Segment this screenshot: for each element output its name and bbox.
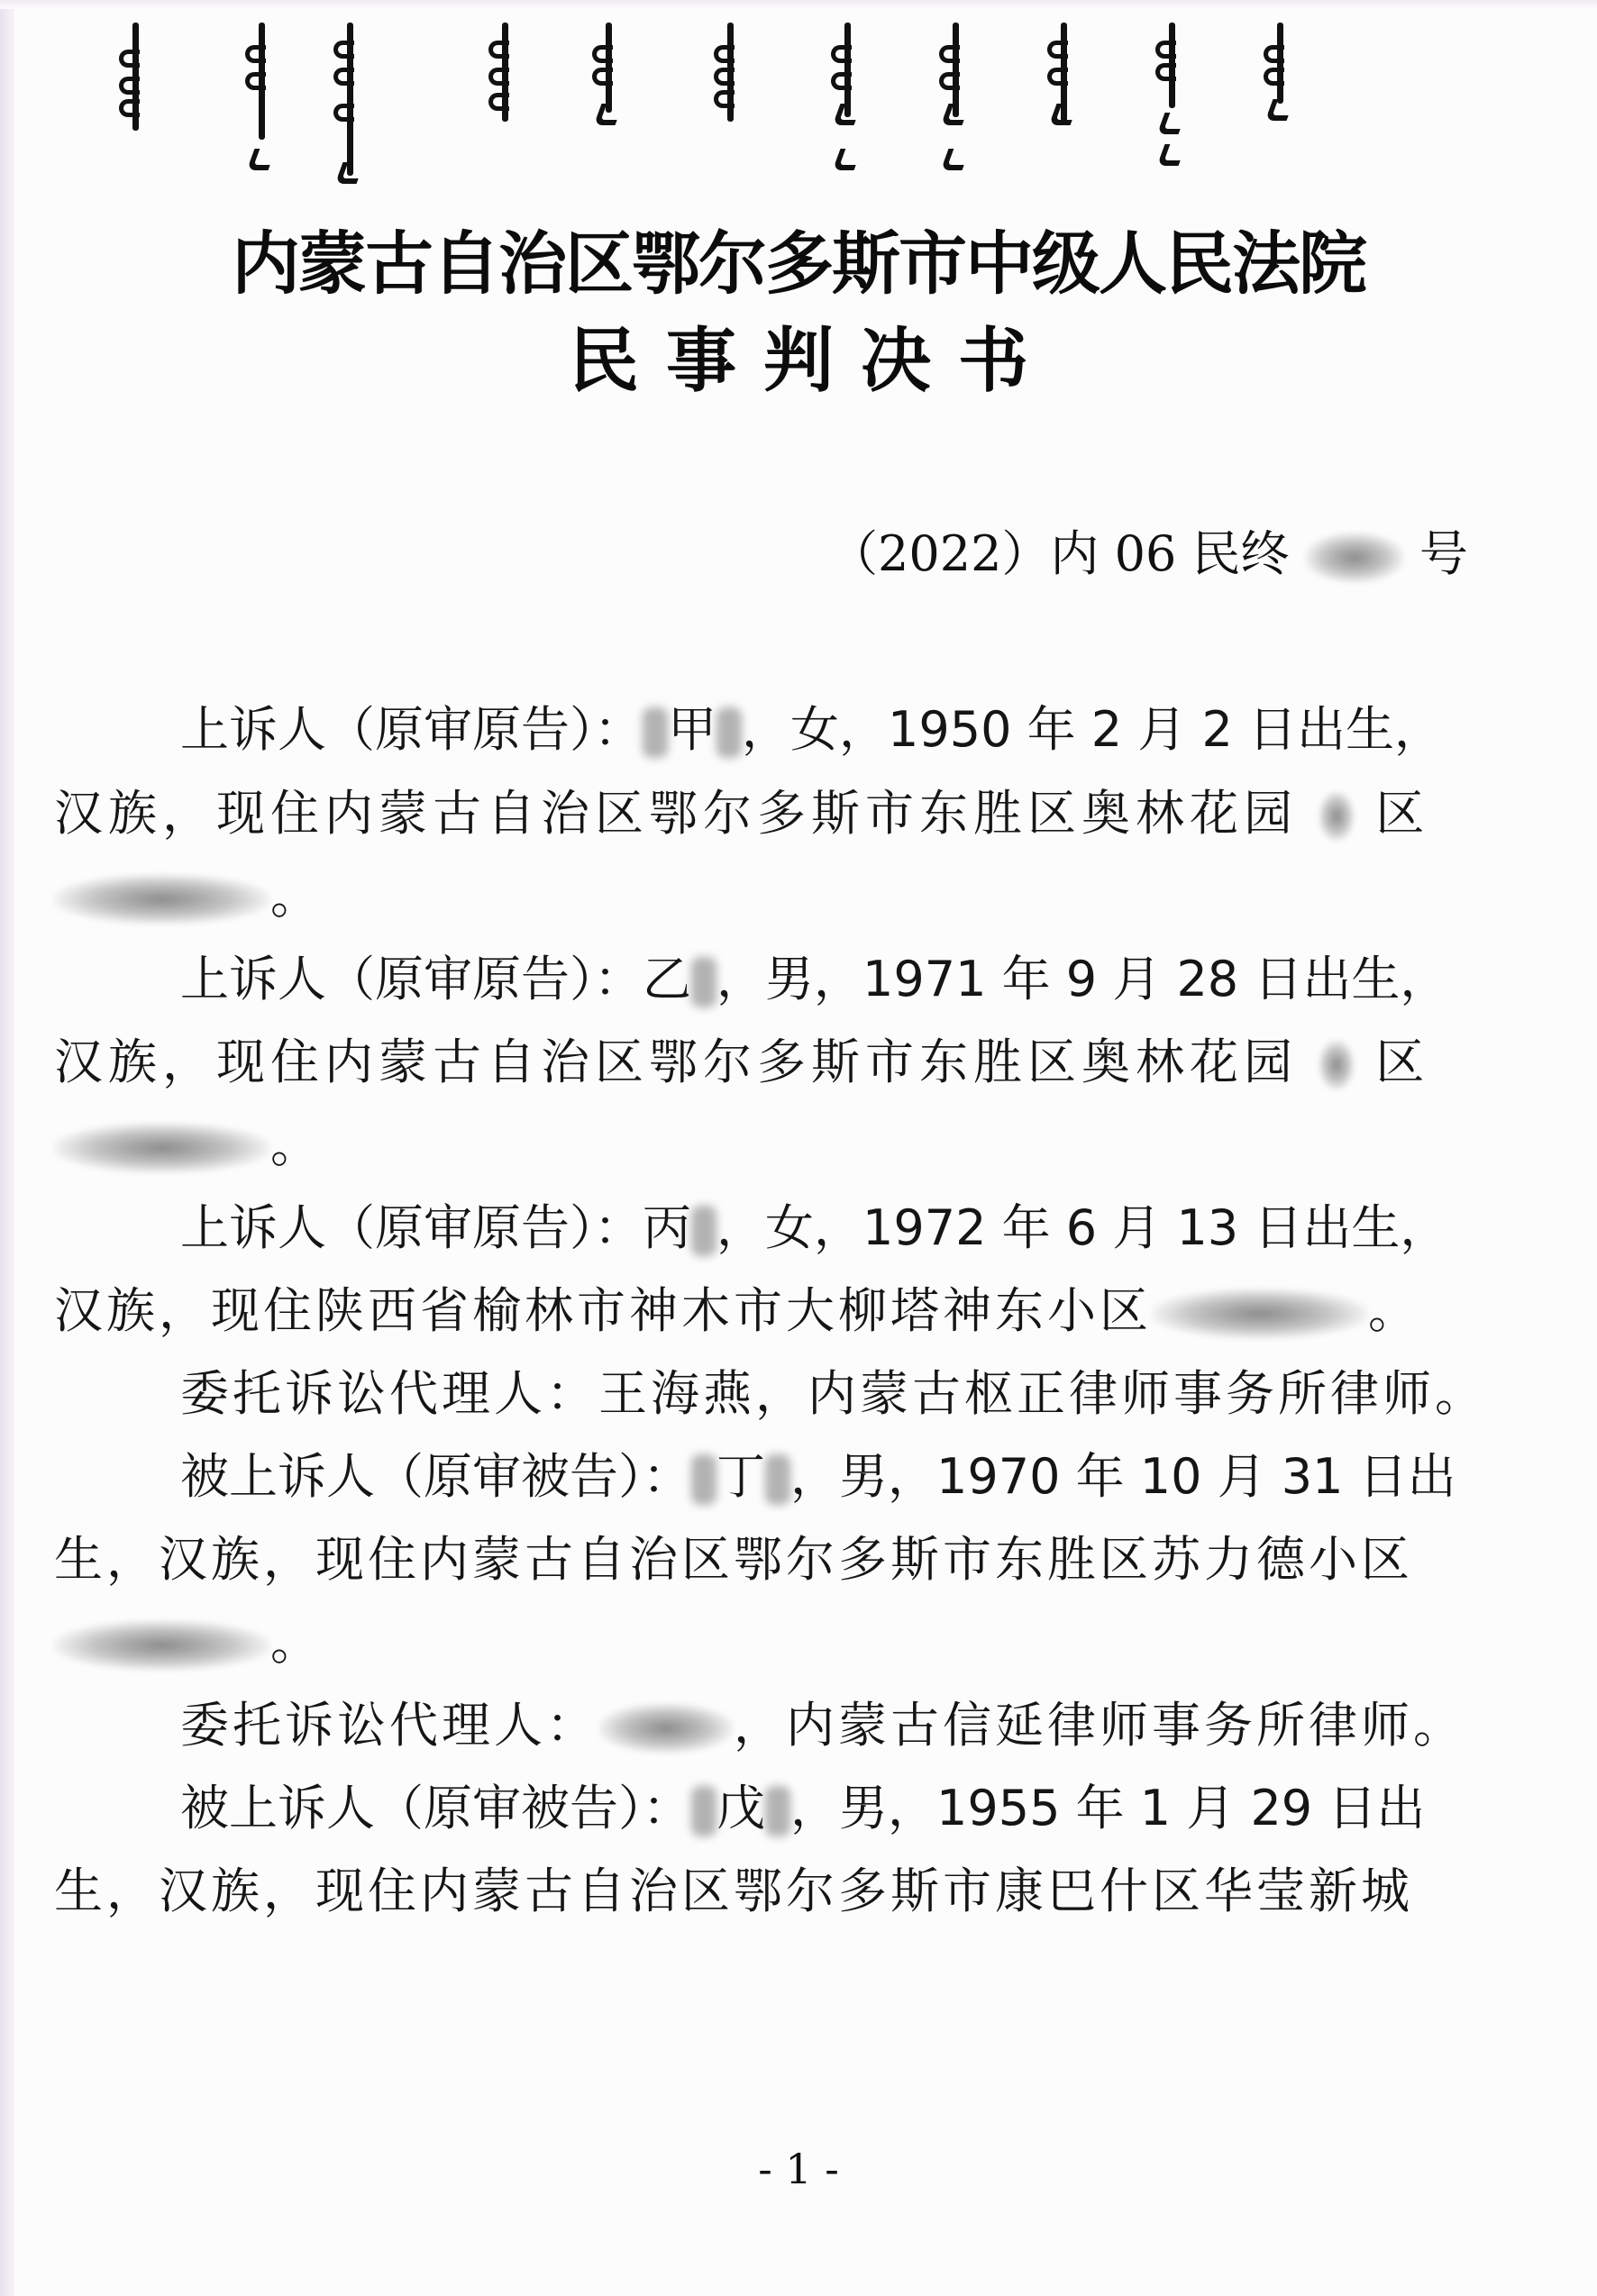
party-role: 上诉人（原审原告）： — [180, 951, 643, 1007]
redacted-address — [54, 1620, 270, 1671]
redacted-address — [1319, 791, 1355, 842]
party-role: 被上诉人（原审被告）： — [180, 1448, 691, 1505]
redacted-name: 丙 — [643, 1197, 716, 1260]
redacted-name: 甲 — [643, 698, 742, 761]
party-address: 汉族，现住内蒙古自治区鄂尔多斯市东胜区奥林花园 — [54, 785, 1298, 842]
redacted-name: 乙 — [643, 948, 716, 1011]
mongolian-court-name — [117, 14, 1469, 185]
agent-details: ，内蒙古信延律师事务所律师。 — [734, 1697, 1465, 1754]
court-name-title: 内蒙古自治区鄂尔多斯市中级人民法院 — [232, 223, 1365, 304]
party-address: 生，汉族，现住内蒙古自治区鄂尔多斯市东胜区苏力德小区 — [54, 1531, 1413, 1588]
case-number-prefix: （2022）内 06 民终 — [829, 525, 1290, 582]
party-details: ，女，1972 年 6 月 13 日出生， — [716, 1199, 1449, 1256]
agent-label: 委托诉讼代理人： — [180, 1697, 598, 1754]
redacted-address — [54, 874, 270, 925]
party-details: ，男，1955 年 1 月 29 日出 — [790, 1780, 1426, 1836]
party-role: 被上诉人（原审被告）： — [180, 1780, 691, 1836]
redacted-case-number — [1305, 533, 1404, 583]
redacted-name: 丁 — [691, 1445, 790, 1508]
redacted-name — [598, 1703, 734, 1754]
party-details: ，男，1971 年 9 月 28 日出生， — [716, 951, 1449, 1007]
page-number: - 1 - — [758, 2145, 839, 2193]
agent-details: 王海燕，内蒙古枢正律师事务所律师。 — [598, 1365, 1487, 1422]
redacted-name: 戊 — [691, 1777, 790, 1840]
redacted-address — [1319, 1040, 1355, 1090]
scan-edge-top — [0, 0, 1597, 9]
party-address: 汉族，现住内蒙古自治区鄂尔多斯市东胜区奥林花园 — [54, 1034, 1298, 1090]
agent-label: 委托诉讼代理人： — [180, 1365, 598, 1422]
party-details: ，男，1970 年 10 月 31 日出 — [790, 1448, 1456, 1505]
party-role: 上诉人（原审原告）： — [180, 701, 643, 758]
party-details: ，女，1950 年 2 月 2 日出生， — [742, 701, 1443, 758]
redacted-address — [54, 1123, 270, 1173]
party-role: 上诉人（原审原告）： — [180, 1199, 643, 1256]
case-number-suffix: 号 — [1419, 525, 1468, 582]
case-number — [829, 515, 1468, 585]
party-address: 生，汉族，现住内蒙古自治区鄂尔多斯市康巴什区华莹新城 — [54, 1863, 1413, 1919]
document-type-title: 民事判决书 — [568, 321, 1055, 402]
redacted-address — [1152, 1289, 1368, 1339]
party-address: 汉族，现住陕西省榆林市神木市大柳塔神东小区 — [54, 1282, 1152, 1339]
